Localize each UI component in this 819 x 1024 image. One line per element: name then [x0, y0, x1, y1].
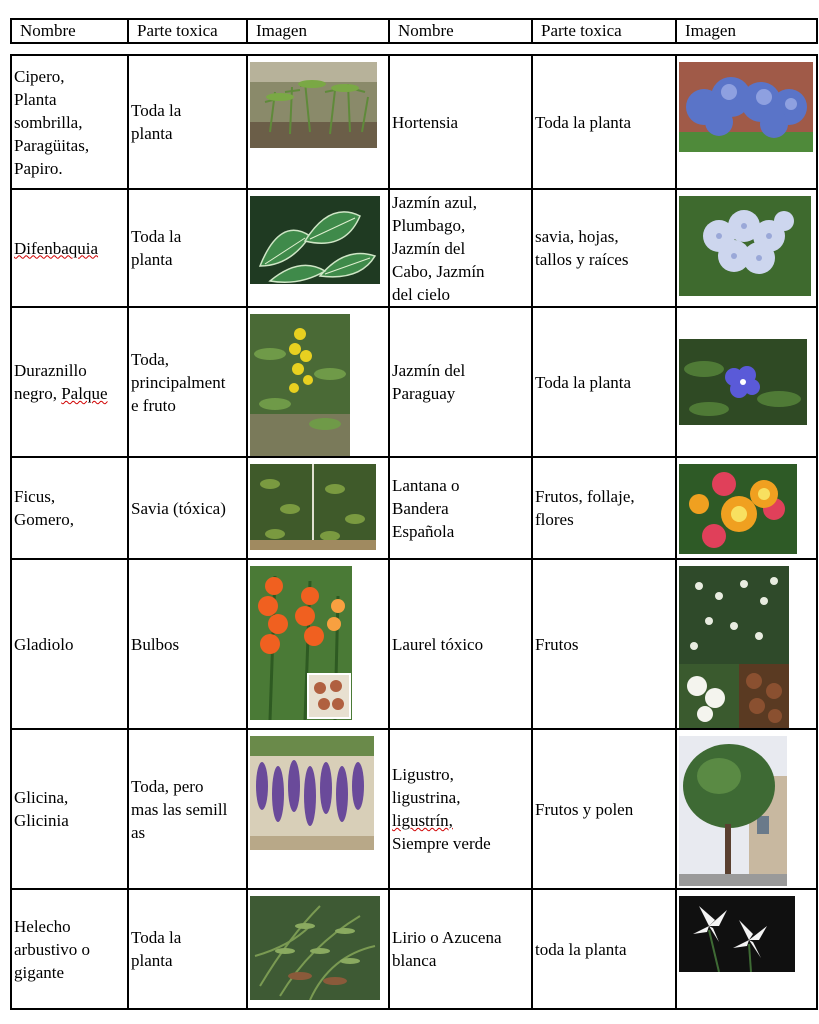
toxic-part: Toda la planta — [129, 190, 248, 306]
duraznillo-photo — [250, 314, 350, 456]
header-nombre: Nombre — [12, 20, 129, 42]
table-row — [12, 560, 816, 730]
plant-image-cell — [248, 560, 390, 728]
toxic-part: Bulbos — [129, 560, 248, 728]
toxic-part: Toda, pero mas las semill as — [129, 730, 248, 888]
plumbago-photo — [679, 196, 811, 296]
ficus-photo — [250, 464, 376, 550]
fern-photo — [250, 896, 380, 1000]
toxic-part: Toda la planta — [533, 56, 677, 188]
plant-image-cell — [677, 190, 816, 306]
toxic-plants-table — [10, 54, 818, 1010]
plant-image-cell — [677, 560, 816, 728]
plant-name: Duraznillo negro, Palque — [12, 308, 129, 456]
plant-name: Difenbaquia — [12, 190, 129, 306]
plant-name: Cipero, Planta sombrilla, Paragüitas, Papiro. — [12, 56, 129, 188]
plant-image-cell — [677, 56, 816, 188]
toxic-part: Toda la planta — [129, 56, 248, 188]
table-row — [12, 458, 816, 560]
ligustrum-photo — [679, 736, 787, 886]
header-parte-toxica: Parte toxica — [129, 20, 248, 42]
header-nombre-2: Nombre — [390, 20, 533, 42]
toxic-part: Frutos y polen — [533, 730, 677, 888]
toxic-part: Toda la planta — [533, 308, 677, 456]
laurel-photo — [679, 566, 789, 728]
plant-name: Glicina, Glicinia — [12, 730, 129, 888]
plant-image-cell — [677, 890, 816, 1008]
table-row — [12, 56, 816, 190]
toxic-part: Toda la planta — [129, 890, 248, 1008]
toxic-part: savia, hojas, tallos y raíces — [533, 190, 677, 306]
header-imagen-2: Imagen — [685, 21, 736, 40]
plant-image-cell — [248, 730, 390, 888]
dieffenbachia-photo — [250, 196, 380, 284]
plant-image-cell — [677, 458, 816, 558]
toxic-part: toda la planta — [533, 890, 677, 1008]
lantana-photo — [679, 464, 797, 554]
plant-name: Helecho arbustivo o gigante — [12, 890, 129, 1008]
plant-name: Jazmín azul, Plumbago, Jazmín del Cabo, Jazmín del cielo — [390, 190, 533, 306]
plant-image-cell — [248, 458, 390, 558]
plant-name: Gladiolo — [12, 560, 129, 728]
jazmin-paraguay-photo — [679, 339, 807, 425]
table-row — [12, 890, 816, 1008]
plant-image-cell — [248, 56, 390, 188]
header-parte-toxica-2: Parte toxica — [533, 20, 677, 42]
toxic-part: Savia (tóxica) — [129, 458, 248, 558]
table-row — [12, 308, 816, 458]
hydrangea-photo — [679, 62, 813, 152]
toxic-part: Toda, principalment e fruto — [129, 308, 248, 456]
white-lily-photo — [679, 896, 795, 972]
plant-name: Ligustro, ligustrina, ligustrín, Siempre verde — [390, 730, 533, 888]
plant-image-cell — [677, 730, 816, 888]
plant-name: Lirio o Azucena blanca — [390, 890, 533, 1008]
gladiolus-photo — [250, 566, 352, 720]
plant-image-cell — [248, 308, 390, 456]
plant-image-cell — [248, 890, 390, 1008]
plant-name: Jazmín del Paraguay — [390, 308, 533, 456]
toxic-part: Frutos, follaje, flores — [533, 458, 677, 558]
table-header — [10, 18, 818, 44]
plant-name: Ficus, Gomero, — [12, 458, 129, 558]
plant-name: Hortensia — [390, 56, 533, 188]
plant-image-cell — [248, 190, 390, 306]
toxic-part: Frutos — [533, 560, 677, 728]
table-row — [12, 190, 816, 308]
plant-image-cell — [677, 308, 816, 456]
table-row — [12, 730, 816, 890]
cyperus-papyrus-photo — [250, 62, 377, 148]
header-imagen: Imagen — [248, 20, 390, 42]
wisteria-photo — [250, 736, 374, 850]
plant-name: Lantana o Bandera Española — [390, 458, 533, 558]
plant-name: Laurel tóxico — [390, 560, 533, 728]
